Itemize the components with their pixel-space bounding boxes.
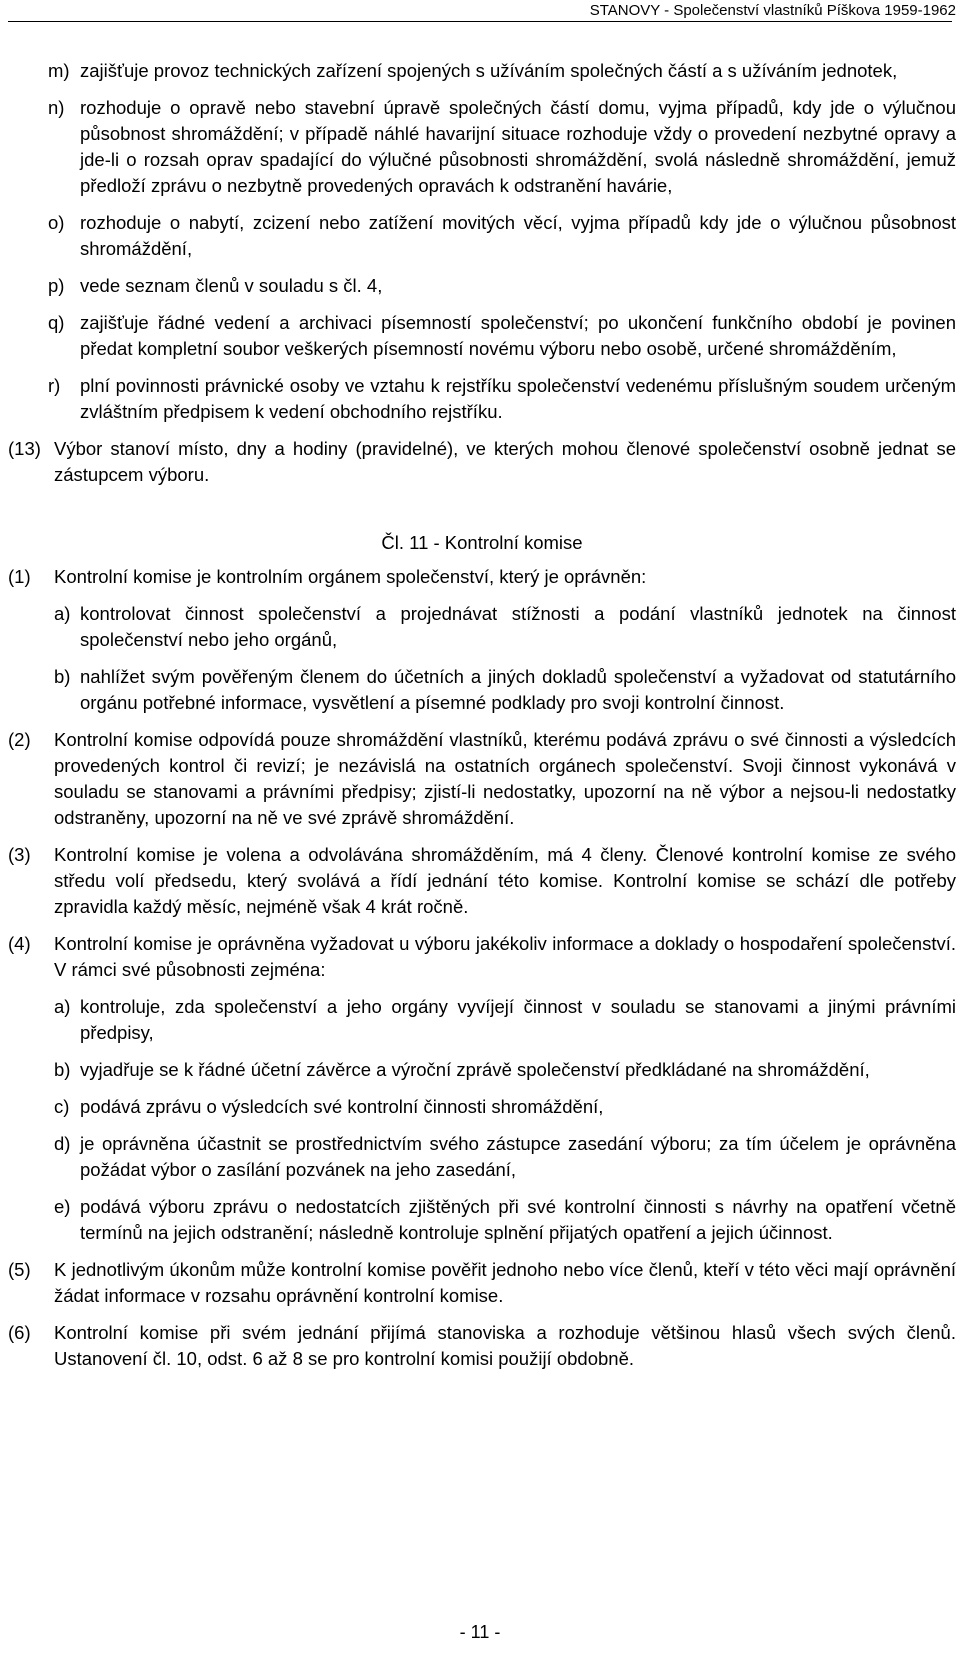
list-item xyxy=(8,58,956,84)
list-item xyxy=(8,1194,956,1246)
item-text: kontrolovat činnost společenství a projednávat stížnosti a podání vlastníků jednotek na činnost společenství nebo jeho orgánů, xyxy=(80,603,956,650)
item-text: podává zprávu o výsledcích své kontrolní činnosti shromáždění, xyxy=(80,1096,604,1117)
paragraph-2 xyxy=(8,727,956,831)
item-label: a) xyxy=(54,603,71,624)
header-divider xyxy=(8,21,952,22)
list-item xyxy=(8,994,956,1046)
paragraph-text: Výbor stanoví místo, dny a hodiny (pravidelné), ve kterých mohou členové společenství osobně jednat se zástupcem výboru. xyxy=(54,438,956,485)
list-item xyxy=(8,273,956,299)
section-heading: Čl. 11 - Kontrolní komise xyxy=(381,532,583,553)
page-header xyxy=(0,0,960,24)
paragraph-13 xyxy=(8,436,956,488)
item-text: je oprávněna účastnit se prostřednictvím svého zástupce zasedání výboru; za tím účelem je oprávněna požádat výbor o zasílání pozvánek na jeho zasedání, xyxy=(80,1133,956,1180)
paragraph-label: (4) xyxy=(8,933,31,954)
paragraph-text: Kontrolní komise odpovídá pouze shromáždění vlastníků, kterému podává zprávu o své činnosti a výsledcích provedených kontrol či revizí; je nezávislá na ostatních orgánech společenství. Svoji činnost vykonává v souladu se stanovami a právními předpisy; zjistí-li nedostatky, upozorní na ně výbor a nejsou-li nedostatky odstraněny, upozorní na ně ve své zprávě shromáždění. xyxy=(54,729,956,828)
item-text: podává výboru zprávu o nedostatcích zjištěných při své kontrolní činnosti s návrhy na opatření včetně termínů na jejich odstranění; následně kontroluje splnění přijatých opatření a jejich účinnost. xyxy=(80,1196,956,1243)
item-label: n) xyxy=(48,97,65,118)
paragraph-5 xyxy=(8,1257,956,1309)
paragraph-text: Kontrolní komise při svém jednání přijímá stanoviska a rozhoduje většinou hlasů všech svých členů. Ustanovení čl. 10, odst. 6 až 8 se pro kontrolní komisi použijí obdobně. xyxy=(54,1322,956,1369)
item-label: d) xyxy=(54,1133,71,1154)
item-label: b) xyxy=(54,666,71,687)
list-item xyxy=(8,1131,956,1183)
item-label: c) xyxy=(54,1096,70,1117)
document-title: STANOVY - Společenství vlastníků Píškova 1959-1962 xyxy=(589,2,956,19)
item-label: a) xyxy=(54,996,71,1017)
item-label: q) xyxy=(48,312,65,333)
paragraph-text: Kontrolní komise je kontrolním orgánem společenství, který je oprávněn: xyxy=(54,566,647,587)
item-text: zajišťuje provoz technických zařízení spojených s užíváním společných částí a s užíváním jednotek, xyxy=(80,60,898,81)
paragraph-label: (6) xyxy=(8,1322,31,1343)
item-label: o) xyxy=(48,212,65,233)
page-number: - 11 - xyxy=(459,1622,501,1642)
item-text: zajišťuje řádné vedení a archivaci písemností společenství; po ukončení funkčního období je povinen předat kompletní soubor veškerých písemností novému výboru nebo osobě, určené shromážděním, xyxy=(80,312,956,359)
list-item xyxy=(8,601,956,653)
item-text: nahlížet svým pověřeným členem do účetních a jiných dokladů společenství a vyžadovat od statutárního orgánu potřebné informace, vysvětlení a písemné podklady pro svoji kontrolní činnost. xyxy=(80,666,956,713)
list-item xyxy=(8,95,956,199)
item-text: plní povinnosti právnické osoby ve vztahu k rejstříku společenství vedenému příslušným soudem určeným zvláštním předpisem k vedení obchodního rejstříku. xyxy=(80,375,956,422)
paragraph-text: Kontrolní komise je volena a odvolávána shromážděním, má 4 členy. Členové kontrolní komise ze svého středu volí předsedu, který svolává a řídí jednání této komise. Kontrolní komise se schází dle potřeby zpravidla každý měsíc, nejméně však 4 krát ročně. xyxy=(54,844,956,917)
paragraph-label: (2) xyxy=(8,729,31,750)
item-text: kontroluje, zda společenství a jeho orgány vyvíjejí činnost v souladu se stanovami a jinými právními předpisy, xyxy=(80,996,956,1043)
paragraph-3 xyxy=(8,842,956,920)
paragraph-text: K jednotlivým úkonům může kontrolní komise pověřit jednoho nebo více členů, kteří v této věci mají oprávnění žádat informace v rozsahu oprávnění kontrolní komise. xyxy=(54,1259,956,1306)
list-item xyxy=(8,373,956,425)
item-label: m) xyxy=(48,60,70,81)
document-body xyxy=(8,58,956,1383)
list-item xyxy=(8,1057,956,1083)
paragraph-4 xyxy=(8,931,956,983)
item-label: p) xyxy=(48,275,65,296)
list-item xyxy=(8,210,956,262)
item-text: vyjadřuje se k řádné účetní závěrce a výroční zprávě společenství předkládané na shromáždění, xyxy=(80,1059,870,1080)
paragraph-label: (5) xyxy=(8,1259,31,1280)
paragraph-label: (1) xyxy=(8,566,31,587)
paragraph-label: (13) xyxy=(8,438,41,459)
list-item xyxy=(8,310,956,362)
item-text: vede seznam členů v souladu s čl. 4, xyxy=(80,275,383,296)
item-label: e) xyxy=(54,1196,71,1217)
item-label: b) xyxy=(54,1059,71,1080)
paragraph-1 xyxy=(8,564,956,590)
list-item xyxy=(8,1094,956,1120)
item-label: r) xyxy=(48,375,61,396)
list-item xyxy=(8,664,956,716)
paragraph-6 xyxy=(8,1320,956,1372)
item-text: rozhoduje o opravě nebo stavební úpravě společných částí domu, vyjma případů, kdy jde o výlučnou působnost shromáždění; v případě náhlé havarijní situace rozhoduje vždy o provedení nezbytné opravy a jde-li o rozsah oprav spadající do výlučné působnosti shromáždění, svolá následně shromáždění, jemuž předloží zprávu o nezbytně provedených opravách k odstranění havárie, xyxy=(80,97,956,196)
paragraph-text: Kontrolní komise je oprávněna vyžadovat u výboru jakékoliv informace a doklady o hospodaření společenství. V rámci své působnosti zejména: xyxy=(54,933,956,980)
paragraph-label: (3) xyxy=(8,844,31,865)
item-text: rozhoduje o nabytí, zcizení nebo zatížení movitých věcí, vyjma případů kdy jde o výlučnou působnost shromáždění, xyxy=(80,212,956,259)
